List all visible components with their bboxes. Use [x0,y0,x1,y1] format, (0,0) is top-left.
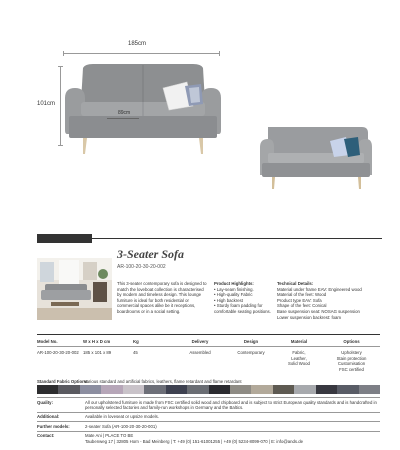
info-value [85,433,380,444]
technical-line: Product type EAV: Sofa [277,297,322,303]
fabric-swatch [316,385,337,394]
fabric-swatch [187,385,208,394]
width-dimension-line [63,53,220,54]
technical-line: Lower suspension backrest: foam [277,314,342,320]
product-highlights [214,281,274,315]
weight-cell: 45 [133,350,138,355]
design-cell: Contemporary [237,350,265,355]
info-value: All our upholstered furniture is made from FSC certified solid wood and chipboard and is subject to strict European quality standards and is handcrafted in personally selected factories and family-run workshops in Germany and the Baltics. [85,399,377,410]
info-key: Additional: [37,414,60,420]
option-line: Stain protection [336,355,367,361]
highlight-item: • High backrest [214,298,274,304]
info-row-further-models [37,421,380,430]
info-row-additional [37,412,380,421]
info-key: Quality: [37,399,53,405]
highlight-item: • Lay-seam finishing. [214,287,274,293]
info-key: Further models: [37,423,70,429]
depth-dimension-label: 89cm [118,110,131,116]
column-header: Options [343,339,360,344]
delivery-cell: Assembled [189,350,211,355]
fabric-swatch [359,385,380,394]
product-description: This 3-seater contemporary sofa is designed to match the loveboat collection is characterised by modern and timeless design. This lounge furniture is ideal for both residential or commercial spaces alike be it receptions, boardrooms or in a social setting. [117,281,207,314]
highlights-heading: Product Highlights: [214,281,254,286]
fabric-swatch [337,385,358,394]
spec-table-header [37,335,380,347]
material-line: Fabric, [292,350,306,355]
technical-heading: Technical Details: [277,281,314,286]
column-header: Design [243,339,259,344]
option-line: Customisation [337,361,366,367]
fabric-swatch [123,385,144,394]
technical-details [277,281,387,320]
room-photo-image [37,258,112,320]
fabric-swatch [294,385,315,394]
material-cell [275,350,323,385]
title-accent-block [37,234,92,243]
info-table [37,397,380,445]
fabric-swatch [230,385,251,394]
title-divider [92,238,382,239]
info-row-quality [37,397,380,412]
material-line: Leather, [291,355,307,361]
column-header: Delivery [191,339,209,344]
height-dimension-label: 101cm [37,101,56,107]
spec-table [37,334,380,385]
material-line: Solid Wood [288,361,310,367]
column-header: Kg [133,339,139,344]
fabric-swatch [166,385,187,394]
column-header: Material [290,339,308,344]
info-row-contact [37,431,380,446]
fabric-swatch [144,385,165,394]
contact-address[interactable]: Taubenweg 17 | 32805 Horn - Bad Meinberg | T: +49 (0) 151-61001255 | +49 (0) 5234-8099-070 | E: info@ands.de [85,438,304,444]
technical-line: Shape of the feet: Conical [277,303,327,309]
highlight-item: • Sturdy foam padding for comfortable seating positions. [214,303,274,314]
model-cell: AR-100-20-30-20-002 [37,350,79,355]
fabric-swatch [58,385,79,394]
info-key: Contact: [37,433,55,439]
sofa-angle-view-image [258,125,374,191]
fabric-swatch-strip [37,385,380,394]
depth-dimension-line [107,118,139,119]
info-value: Available in loveseat or upsize models. [85,414,159,420]
option-line: Upholstery [341,350,362,355]
product-title: 3-Seater Sofa [117,247,184,261]
fabric-swatch [273,385,294,394]
highlight-item: • High-quality Fabric [214,292,274,298]
technical-line: Material of the feet: Wood [277,292,327,298]
sofa-front-view-image [63,64,223,156]
fabric-swatch [251,385,272,394]
options-cell [323,350,380,385]
technical-line: Base suspension seat: NOSAG suspension [277,308,360,314]
contact-name: Mate Ani | PLACE TO BE [85,433,134,439]
column-header: Model No. [37,339,58,344]
info-value: 2-seater Sofa (AR-100-20-30-20-001) [85,423,157,429]
height-dimension-line [60,66,61,146]
width-dimension-label: 185cm [128,41,147,47]
fabric-swatch [209,385,230,394]
option-line: FSC certified [339,366,364,372]
fabric-options-label: Standard Fabric Options: [37,379,89,384]
size-cell: 185 x 101 x 89 [83,350,112,355]
fabric-swatch [101,385,122,394]
fabric-options-text: Various standard and artificial fabrics, leathers, flame retardant and flame retardant [84,379,242,384]
product-code: AR-100-20-30-20-002 [117,264,166,270]
fabric-swatch [37,385,58,394]
fabric-swatch [80,385,101,394]
column-header: W x H x D cm [83,339,111,344]
technical-line: Material under frame EAV: Engineered wood [277,286,362,292]
